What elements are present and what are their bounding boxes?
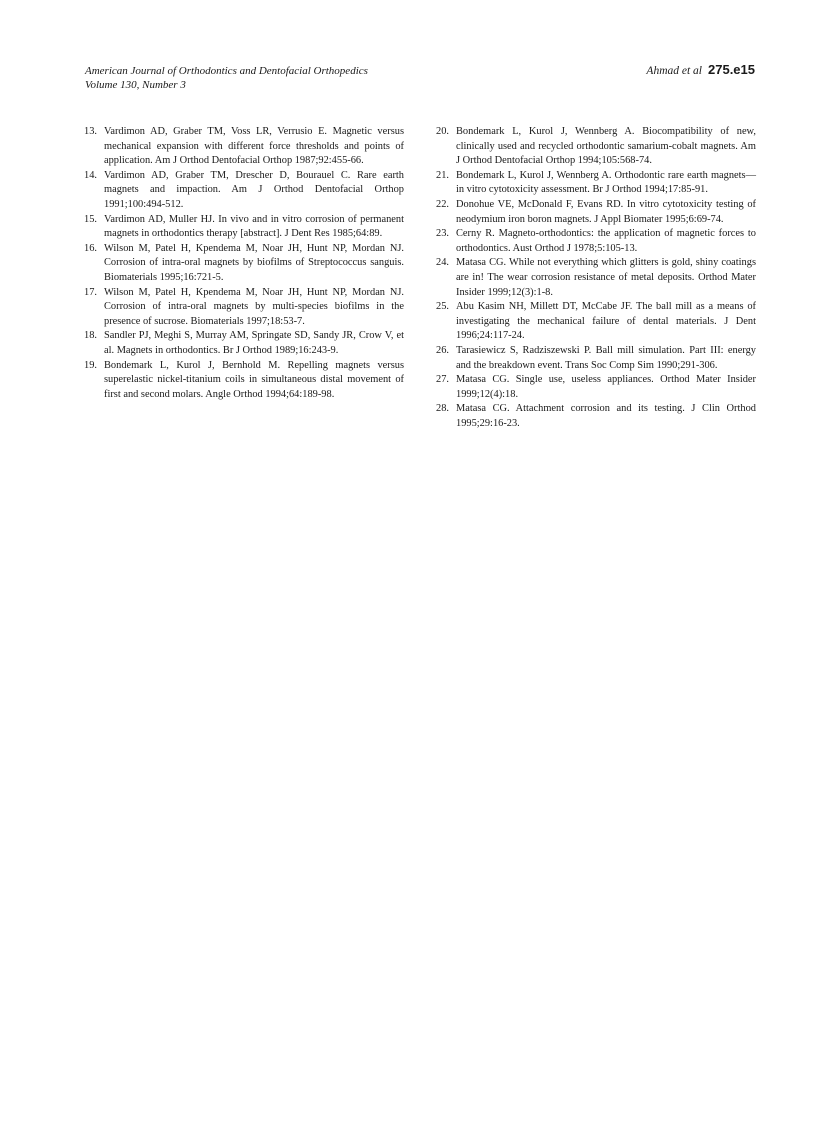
reference-15 <box>84 213 404 242</box>
reference-number: 13. <box>84 126 97 137</box>
reference-24 <box>436 256 756 300</box>
reference-number: 25. <box>436 301 449 313</box>
reference-number: 15. <box>84 213 97 225</box>
reference-13 <box>84 125 404 169</box>
reference-text: Vardimon AD, Graber TM, Voss LR, Verrusio E. Magnetic versus mechanical expansion with different force thresholds and points of application. Am J Orthod Dentofacial Orthop 1987;92:455-66. <box>104 126 404 167</box>
reference-text: Bondemark L, Kurol J, Wennberg A. Biocompatibility of new, clinically used and recycled orthodontic samarium-cobalt magnets. Am J Orthod Dentofacial Orthop 1994;105:568-74. <box>456 126 756 167</box>
reference-text: Wilson M, Patel H, Kpendema M, Noar JH, Hunt NP, Mordan NJ. Corrosion of intra-oral magnets by biofilms of Streptococcus sanguis. Biomaterials 1995;16:721-5. <box>104 242 404 283</box>
reference-number: 23. <box>436 228 449 240</box>
references-left-column <box>84 125 404 402</box>
reference-26 <box>436 344 756 373</box>
reference-22 <box>436 198 756 227</box>
reference-text: Tarasiewicz S, Radziszewski P. Ball mill simulation. Part III: energy and the breakdown event. Trans Soc Comp Sim 1990;291-306. <box>456 344 756 371</box>
reference-17 <box>84 286 404 330</box>
reference-text: Bondemark L, Kurol J, Wennberg A. Orthodontic rare earth magnets—in vitro cytotoxicity assessment. Br J Orthod 1994;17:85-91. <box>456 169 756 196</box>
reference-25 <box>436 300 756 344</box>
reference-text: Vardimon AD, Muller HJ. In vivo and in vitro corrosion of permanent magnets in orthodontics therapy [abstract]. J Dent Res 1985;64:89. <box>104 213 404 240</box>
reference-number: 28. <box>436 403 449 415</box>
reference-18 <box>84 329 404 358</box>
journal-title: American Journal of Orthodontics and Dentofacial Orthopedics <box>85 65 368 77</box>
reference-number: 27. <box>436 374 449 386</box>
running-authors: Ahmad et al <box>646 65 702 77</box>
reference-text: Matasa CG. Attachment corrosion and its testing. J Clin Orthod 1995;29:16-23. <box>456 403 756 429</box>
reference-text: Wilson M, Patel H, Kpendema M, Noar JH, Hunt NP, Mordan NJ. Corrosion of intra-oral magnets by multi-species biofilms in the presence of sucrose. Biomaterials 1997;18:53-7. <box>104 286 404 327</box>
reference-number: 26. <box>436 344 449 356</box>
reference-text: Sandler PJ, Meghi S, Murray AM, Springate SD, Sandy JR, Crow V, et al. Magnets in orthodontics. Br J Orthod 1989;16:243-9. <box>104 330 404 356</box>
reference-14 <box>84 169 404 213</box>
references-right-column <box>436 125 756 431</box>
reference-28 <box>436 402 756 431</box>
reference-19 <box>84 359 404 403</box>
reference-text: Vardimon AD, Graber TM, Drescher D, Bourauel C. Rare earth magnets and impaction. Am J Orthod Dentofacial Orthop 1991;100:494-512. <box>104 169 404 210</box>
reference-21 <box>436 169 756 198</box>
reference-number: 17. <box>84 286 97 298</box>
reference-text: Cerny R. Magneto-orthodontics: the application of magnetic forces to orthodontics. Aust Orthod J 1978;5:105-13. <box>456 228 756 254</box>
page-number: 275.e15 <box>708 62 755 77</box>
reference-number: 22. <box>436 198 449 210</box>
reference-number: 19. <box>84 359 97 371</box>
reference-text: Matasa CG. While not everything which glitters is gold, shiny coatings are in! The wear corrosion resistance of metal deposits. Orthod Mater Insider 1999;12(3):1-8. <box>456 257 756 298</box>
reference-text: Abu Kasim NH, Millett DT, McCabe JF. The ball mill as a means of investigating the mechanical failure of dental materials. J Dent 1996;24:117-24. <box>456 301 756 342</box>
reference-number: 21. <box>436 169 449 181</box>
reference-number: 16. <box>84 242 97 254</box>
reference-20 <box>436 125 756 169</box>
reference-27 <box>436 373 756 402</box>
reference-text: Donohue VE, McDonald F, Evans RD. In vitro cytotoxicity testing of neodymium iron boron magnets. J Appl Biomater 1995;6:69-74. <box>456 198 756 225</box>
running-header <box>646 62 755 78</box>
reference-number: 24. <box>436 257 449 269</box>
reference-16 <box>84 242 404 286</box>
reference-number: 20. <box>436 126 449 137</box>
journal-header <box>85 64 368 92</box>
reference-23 <box>436 227 756 256</box>
reference-text: Bondemark L, Kurol J, Bernhold M. Repelling magnets versus superelastic nickel-titanium coils in simultaneous distal movement of first and second molars. Angle Orthod 1994;64:189-98. <box>104 359 404 400</box>
journal-volume: Volume 130, Number 3 <box>85 79 186 91</box>
reference-number: 18. <box>84 330 97 342</box>
reference-number: 14. <box>84 169 97 181</box>
reference-text: Matasa CG. Single use, useless appliances. Orthod Mater Insider 1999;12(4):18. <box>456 374 756 400</box>
